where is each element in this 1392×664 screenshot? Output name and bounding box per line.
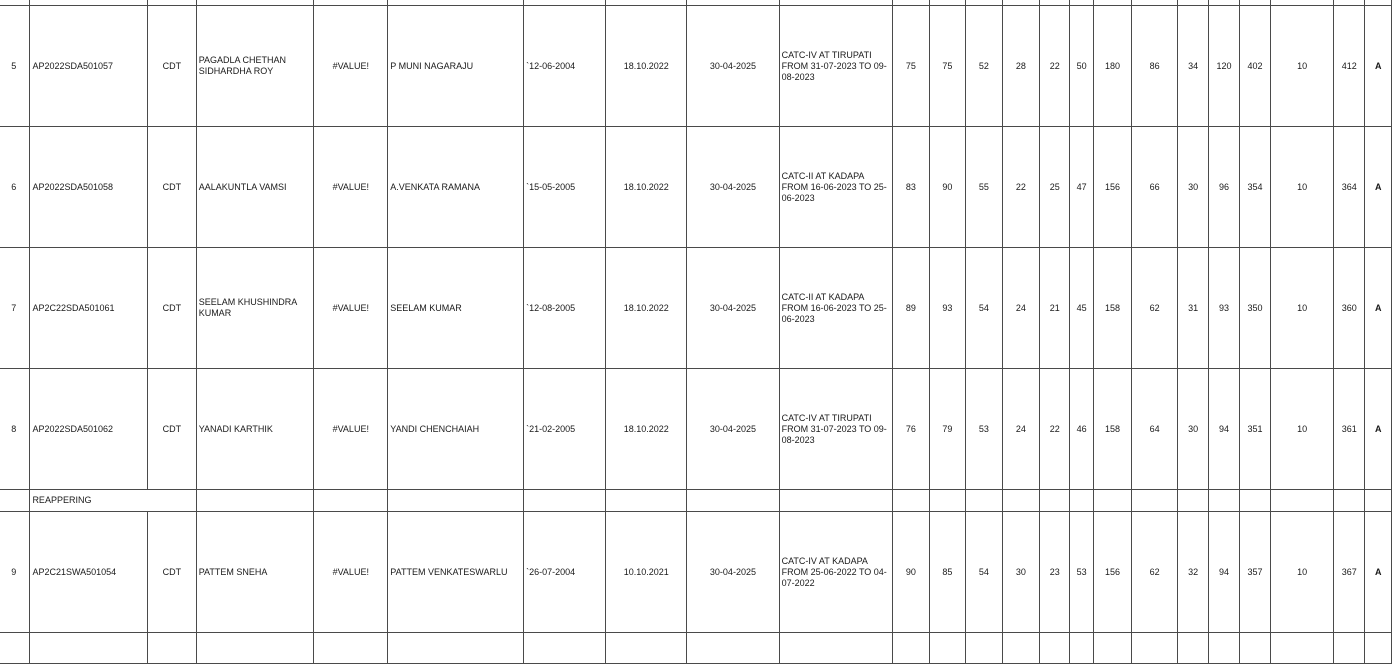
rank-cell: CDT: [148, 127, 197, 248]
empty-cell: [779, 633, 893, 664]
registration-number-cell: AP2022SDA501057: [30, 6, 148, 127]
mark-cell: 85: [929, 512, 965, 633]
section-empty-cell: [524, 490, 606, 512]
mark-cell: 30: [1177, 127, 1208, 248]
mark-cell: 90: [929, 127, 965, 248]
camp-attended-cell: CATC-II AT KADAPA FROM 16-06-2023 TO 25-06-2023: [779, 248, 893, 369]
mark-cell: 52: [966, 6, 1002, 127]
grade-cell: A: [1365, 512, 1392, 633]
mark-cell: 79: [929, 369, 965, 490]
subtotal-cell: 402: [1239, 6, 1270, 127]
mark-cell: 55: [966, 127, 1002, 248]
empty-cell: [524, 633, 606, 664]
empty-cell: [966, 633, 1002, 664]
cadet-name-cell: PATTEM SNEHA: [196, 512, 314, 633]
mark-cell: 54: [966, 512, 1002, 633]
formula-error-cell: #VALUE!: [314, 127, 388, 248]
empty-cell: [893, 633, 929, 664]
mark-cell: 156: [1093, 127, 1132, 248]
mark-cell: 47: [1070, 127, 1093, 248]
mark-cell: 32: [1177, 512, 1208, 633]
mark-cell: 120: [1209, 6, 1239, 127]
father-name-cell: P MUNI NAGARAJU: [388, 6, 524, 127]
exam-date-cell: 30-04-2025: [687, 127, 779, 248]
section-empty-cell: [929, 490, 965, 512]
subtotal-cell: 351: [1239, 369, 1270, 490]
empty-cell: [314, 633, 388, 664]
empty-cell: [196, 633, 314, 664]
section-empty-cell: [1040, 490, 1070, 512]
mark-cell: 75: [929, 6, 965, 127]
date-of-birth-cell: `12-08-2005: [524, 248, 606, 369]
father-name-cell: A.VENKATA RAMANA: [388, 127, 524, 248]
mark-cell: 158: [1093, 248, 1132, 369]
mark-cell: 24: [1002, 369, 1040, 490]
mark-cell: 50: [1070, 6, 1093, 127]
grade-cell: A: [1365, 127, 1392, 248]
section-empty-cell: [687, 490, 779, 512]
section-empty-cell: [1177, 490, 1208, 512]
total-marks-cell: 361: [1334, 369, 1365, 490]
section-empty-cell: [196, 490, 314, 512]
cadet-name-cell: PAGADLA CHETHAN SIDHARDHA ROY: [196, 6, 314, 127]
formula-error-cell: #VALUE!: [314, 248, 388, 369]
mark-cell: 96: [1209, 127, 1239, 248]
section-empty-cell: [1132, 490, 1178, 512]
mark-cell: 156: [1093, 512, 1132, 633]
mark-cell: 22: [1040, 369, 1070, 490]
camp-attended-cell: CATC-IV AT TIRUPATI FROM 31-07-2023 TO 09-08-2023: [779, 6, 893, 127]
section-empty-cell: [1271, 490, 1334, 512]
subtotal-cell: 350: [1239, 248, 1270, 369]
empty-cell: [388, 633, 524, 664]
registration-number-cell: AP2C22SDA501061: [30, 248, 148, 369]
section-header-row: [0, 490, 1392, 512]
rank-cell: CDT: [148, 248, 197, 369]
cadet-name-cell: AALAKUNTLA VAMSI: [196, 127, 314, 248]
section-empty-cell: [966, 490, 1002, 512]
table-row: [0, 248, 1392, 369]
mark-cell: 62: [1132, 248, 1178, 369]
section-spacer-cell: [0, 490, 30, 512]
total-marks-cell: 364: [1334, 127, 1365, 248]
date-of-birth-cell: `26-07-2004: [524, 512, 606, 633]
section-empty-cell: [1002, 490, 1040, 512]
mark-cell: 30: [1177, 369, 1208, 490]
mark-cell: 83: [893, 127, 929, 248]
mark-cell: 62: [1132, 512, 1178, 633]
camp-attended-cell: CATC-II AT KADAPA FROM 16-06-2023 TO 25-06-2023: [779, 127, 893, 248]
section-empty-cell: [1334, 490, 1365, 512]
empty-cell: [0, 633, 30, 664]
partial-row-bottom: [0, 633, 1392, 664]
cadet-name-cell: SEELAM KHUSHINDRA KUMAR: [196, 248, 314, 369]
grade-cell: A: [1365, 369, 1392, 490]
empty-cell: [1040, 633, 1070, 664]
rank-cell: CDT: [148, 369, 197, 490]
mark-cell: 54: [966, 248, 1002, 369]
empty-cell: [1177, 633, 1208, 664]
registration-number-cell: AP2C21SWA501054: [30, 512, 148, 633]
mark-cell: 53: [966, 369, 1002, 490]
enrolment-date-cell: 18.10.2022: [606, 127, 687, 248]
empty-cell: [1334, 633, 1365, 664]
table-row: [0, 369, 1392, 490]
empty-cell: [1239, 633, 1270, 664]
exam-date-cell: 30-04-2025: [687, 248, 779, 369]
formula-error-cell: #VALUE!: [314, 369, 388, 490]
table-row: [0, 512, 1392, 633]
mark-cell: 31: [1177, 248, 1208, 369]
empty-cell: [606, 633, 687, 664]
table-row: [0, 127, 1392, 248]
bonus-marks-cell: 10: [1271, 6, 1334, 127]
rank-cell: CDT: [148, 512, 197, 633]
exam-date-cell: 30-04-2025: [687, 512, 779, 633]
total-marks-cell: 360: [1334, 248, 1365, 369]
empty-cell: [1271, 633, 1334, 664]
section-empty-cell: [779, 490, 893, 512]
exam-date-cell: 30-04-2025: [687, 6, 779, 127]
rank-cell: CDT: [148, 6, 197, 127]
camp-attended-cell: CATC-IV AT TIRUPATI FROM 31-07-2023 TO 09-08-2023: [779, 369, 893, 490]
empty-cell: [148, 633, 197, 664]
empty-cell: [1093, 633, 1132, 664]
mark-cell: 86: [1132, 6, 1178, 127]
subtotal-cell: 357: [1239, 512, 1270, 633]
mark-cell: 90: [893, 512, 929, 633]
total-marks-cell: 367: [1334, 512, 1365, 633]
serial-number-cell: 9: [0, 512, 30, 633]
formula-error-cell: #VALUE!: [314, 6, 388, 127]
date-of-birth-cell: `15-05-2005: [524, 127, 606, 248]
section-empty-cell: [314, 490, 388, 512]
mark-cell: 158: [1093, 369, 1132, 490]
empty-cell: [1132, 633, 1178, 664]
total-marks-cell: 412: [1334, 6, 1365, 127]
serial-number-cell: 7: [0, 248, 30, 369]
mark-cell: 28: [1002, 6, 1040, 127]
empty-cell: [1070, 633, 1093, 664]
empty-cell: [1002, 633, 1040, 664]
mark-cell: 76: [893, 369, 929, 490]
date-of-birth-cell: `12-06-2004: [524, 6, 606, 127]
registration-number-cell: AP2022SDA501058: [30, 127, 148, 248]
bonus-marks-cell: 10: [1271, 512, 1334, 633]
exam-date-cell: 30-04-2025: [687, 369, 779, 490]
enrolment-date-cell: 18.10.2022: [606, 248, 687, 369]
empty-cell: [687, 633, 779, 664]
section-empty-cell: [893, 490, 929, 512]
section-empty-cell: [1070, 490, 1093, 512]
mark-cell: 93: [1209, 248, 1239, 369]
section-empty-cell: [1093, 490, 1132, 512]
mark-cell: 22: [1040, 6, 1070, 127]
mark-cell: 64: [1132, 369, 1178, 490]
grade-cell: A: [1365, 6, 1392, 127]
enrolment-date-cell: 10.10.2021: [606, 512, 687, 633]
enrolment-date-cell: 18.10.2022: [606, 6, 687, 127]
mark-cell: 21: [1040, 248, 1070, 369]
cadet-name-cell: YANADI KARTHIK: [196, 369, 314, 490]
mark-cell: 94: [1209, 512, 1239, 633]
mark-cell: 93: [929, 248, 965, 369]
bonus-marks-cell: 10: [1271, 369, 1334, 490]
serial-number-cell: 5: [0, 6, 30, 127]
serial-number-cell: 8: [0, 369, 30, 490]
empty-cell: [30, 633, 148, 664]
subtotal-cell: 354: [1239, 127, 1270, 248]
section-empty-cell: [1239, 490, 1270, 512]
section-empty-cell: [1209, 490, 1239, 512]
empty-cell: [1365, 633, 1392, 664]
empty-cell: [1209, 633, 1239, 664]
registration-number-cell: AP2022SDA501062: [30, 369, 148, 490]
mark-cell: 75: [893, 6, 929, 127]
bonus-marks-cell: 10: [1271, 127, 1334, 248]
serial-number-cell: 6: [0, 127, 30, 248]
mark-cell: 30: [1002, 512, 1040, 633]
mark-cell: 45: [1070, 248, 1093, 369]
mark-cell: 23: [1040, 512, 1070, 633]
father-name-cell: YANDI CHENCHAIAH: [388, 369, 524, 490]
mark-cell: 53: [1070, 512, 1093, 633]
mark-cell: 46: [1070, 369, 1093, 490]
section-empty-cell: [606, 490, 687, 512]
grade-cell: A: [1365, 248, 1392, 369]
mark-cell: 180: [1093, 6, 1132, 127]
formula-error-cell: #VALUE!: [314, 512, 388, 633]
mark-cell: 66: [1132, 127, 1178, 248]
section-empty-cell: [388, 490, 524, 512]
date-of-birth-cell: `21-02-2005: [524, 369, 606, 490]
section-label: REAPPERING: [30, 490, 196, 512]
father-name-cell: SEELAM KUMAR: [388, 248, 524, 369]
mark-cell: 22: [1002, 127, 1040, 248]
mark-cell: 25: [1040, 127, 1070, 248]
empty-cell: [929, 633, 965, 664]
mark-cell: 89: [893, 248, 929, 369]
camp-attended-cell: CATC-IV AT KADAPA FROM 25-06-2022 TO 04-07-2022: [779, 512, 893, 633]
mark-cell: 34: [1177, 6, 1208, 127]
mark-cell: 24: [1002, 248, 1040, 369]
section-empty-cell: [1365, 490, 1392, 512]
table-row: [0, 6, 1392, 127]
father-name-cell: PATTEM VENKATESWARLU: [388, 512, 524, 633]
enrolment-date-cell: 18.10.2022: [606, 369, 687, 490]
bonus-marks-cell: 10: [1271, 248, 1334, 369]
mark-cell: 94: [1209, 369, 1239, 490]
